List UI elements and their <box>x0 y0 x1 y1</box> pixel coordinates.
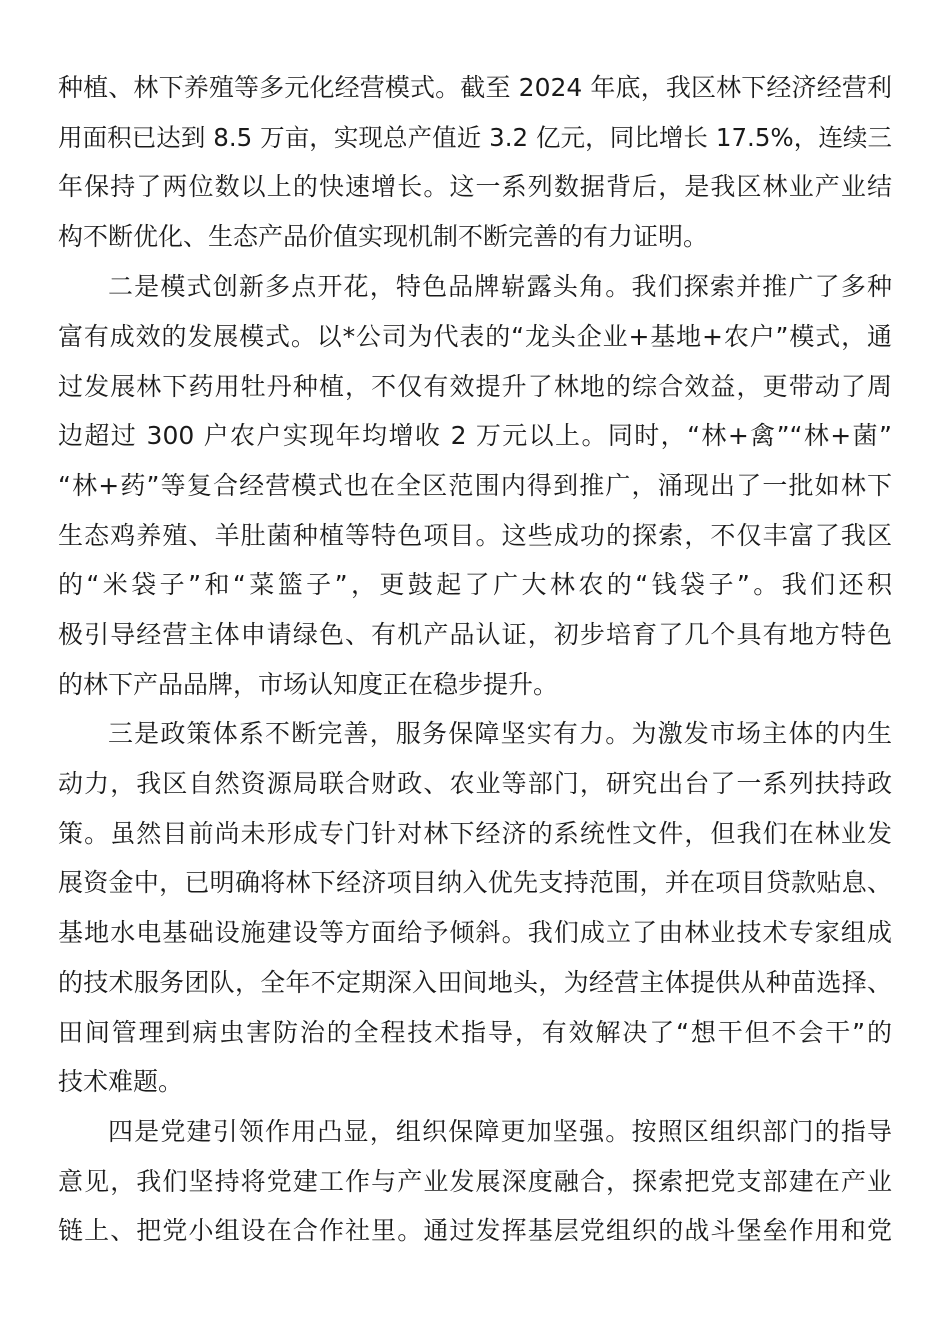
text-line: 基地水电基础设施建设等方面给予倾斜。我们成立了由林业技术专家组成 <box>58 918 892 947</box>
text-line: 意见，我们坚持将党建工作与产业发展深度融合，探索把党支部建在产业 <box>58 1167 892 1196</box>
text-line: 边超过 300 户农户实现年均增收 2 万元以上。同时，“林+禽”“林+菌” <box>58 421 892 450</box>
text-line: 种植、林下养殖等多元化经营模式。截至 2024 年底，我区林下经济经营利 <box>58 73 892 102</box>
text-line: 生态鸡养殖、羊肚菌种植等特色项目。这些成功的探索，不仅丰富了我区 <box>58 521 892 550</box>
text-line: 动力，我区自然资源局联合财政、农业等部门，研究出台了一系列扶持政 <box>58 769 892 798</box>
text-line: 构不断优化、生态产品价值实现机制不断完善的有力证明。 <box>58 222 709 251</box>
text-line: 的“米袋子”和“菜篮子”，更鼓起了广大林农的“钱袋子”。我们还积 <box>58 570 892 599</box>
text-line: 的技术服务团队，全年不定期深入田间地头，为经营主体提供从种苗选择、 <box>58 968 892 997</box>
text-line: 用面积已达到 8.5 万亩，实现总产值近 3.2 亿元，同比增长 17.5%，连续三 <box>58 123 892 152</box>
text-line: 过发展林下药用牡丹种植，不仅有效提升了林地的综合效益，更带动了周 <box>58 372 892 401</box>
paragraph-heading-line: 四是党建引领作用凸显，组织保障更加坚强。按照区组织部门的指导 <box>108 1117 892 1146</box>
paragraph-heading-line: 二是模式创新多点开花，特色品牌崭露头角。我们探索并推广了多种 <box>108 272 892 301</box>
text-line: 极引导经营主体申请绿色、有机产品认证，初步培育了几个具有地方特色 <box>58 620 892 649</box>
text-line: 年保持了两位数以上的快速增长。这一系列数据背后，是我区林业产业结 <box>58 172 892 201</box>
text-line: 展资金中，已明确将林下经济项目纳入优先支持范围，并在项目贷款贴息、 <box>58 868 892 897</box>
text-line: “林+药”等复合经营模式也在全区范围内得到推广，涌现出了一批如林下 <box>58 471 892 500</box>
paragraph-heading-line: 三是政策体系不断完善，服务保障坚实有力。为激发市场主体的内生 <box>108 719 892 748</box>
text-line: 策。虽然目前尚未形成专门针对林下经济的系统性文件，但我们在林业发 <box>58 819 892 848</box>
text-line: 田间管理到病虫害防治的全程技术指导，有效解决了“想干但不会干”的 <box>58 1018 892 1047</box>
text-line: 技术难题。 <box>58 1067 184 1096</box>
text-line: 富有成效的发展模式。以*公司为代表的“龙头企业+基地+农户”模式，通 <box>58 322 892 351</box>
text-line: 链上、把党小组设在合作社里。通过发挥基层党组织的战斗堡垒作用和党 <box>58 1216 892 1245</box>
text-line: 的林下产品品牌，市场认知度正在稳步提升。 <box>58 670 559 699</box>
